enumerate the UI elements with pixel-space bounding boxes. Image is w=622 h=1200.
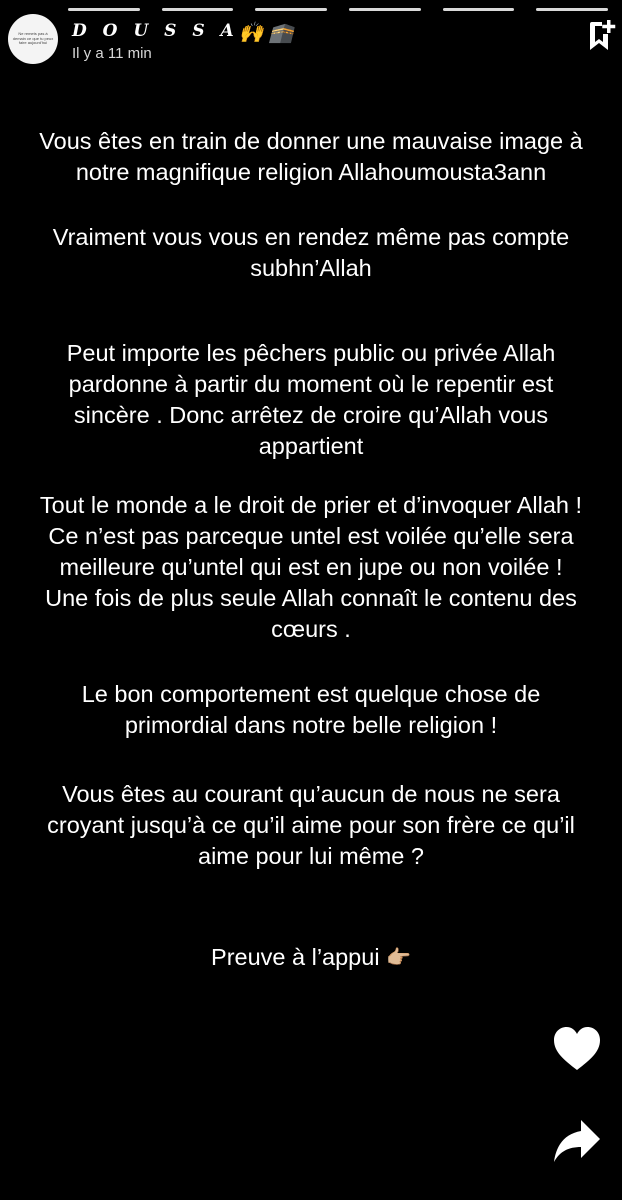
- avatar-text: Ne remets pas à demain ce que tu peux faire aujourd'hui: [12, 31, 54, 46]
- story-progress-bar: [68, 8, 608, 11]
- closing-line: [0, 942, 622, 974]
- story-paragraph: Vraiment vous vous en rendez même pas compte subhn’Allah: [52, 224, 570, 281]
- story-text-content: [0, 126, 622, 974]
- pointing-hand-emoji: 👉🏼: [386, 947, 411, 970]
- bookmark-plus-icon[interactable]: [588, 18, 616, 52]
- story-paragraph: Vous êtes au courant qu’aucun de nous ne sera croyant jusqu’à ce qu’il aime pour son frère ce qu’il aime pour lui même ?: [47, 781, 575, 869]
- story-paragraph: Le bon comportement est quelque chose de primordial dans notre belle religion !: [81, 681, 541, 738]
- progress-segment: [536, 8, 608, 11]
- share-arrow-icon[interactable]: [552, 1118, 602, 1164]
- username[interactable]: [72, 20, 608, 43]
- story-header: [8, 14, 608, 70]
- closing-text: Preuve à l’appui: [211, 944, 380, 970]
- username-emoji: 🙌🕋: [238, 19, 299, 44]
- post-time: Il y a 11 min: [72, 44, 152, 62]
- progress-segment: [443, 8, 515, 11]
- story-paragraph: Tout le monde a le droit de prier et d’invoquer Allah ! Ce n’est pas parceque untel est voilée qu’elle sera meilleure qu’untel qui est en jupe ou non voilée ! Une fois de plus seule Allah connaît le contenu des cœurs .: [39, 492, 583, 642]
- progress-segment: [349, 8, 421, 11]
- heart-icon[interactable]: [552, 1025, 602, 1073]
- progress-segment: [255, 8, 327, 11]
- story-paragraph: Peut importe les pêchers public ou privée Allah pardonne à partir du moment où le repentir est sincère . Donc arrêtez de croire qu’Allah vous appartient: [66, 340, 556, 459]
- username-text: D O U S S A: [72, 21, 239, 41]
- story-meta: [72, 20, 608, 62]
- progress-segment: [162, 8, 234, 11]
- story-paragraph: Vous êtes en train de donner une mauvaise image à notre magnifique religion Allahoumousta3ann: [39, 128, 583, 185]
- avatar[interactable]: [8, 14, 58, 64]
- progress-segment: [68, 8, 140, 11]
